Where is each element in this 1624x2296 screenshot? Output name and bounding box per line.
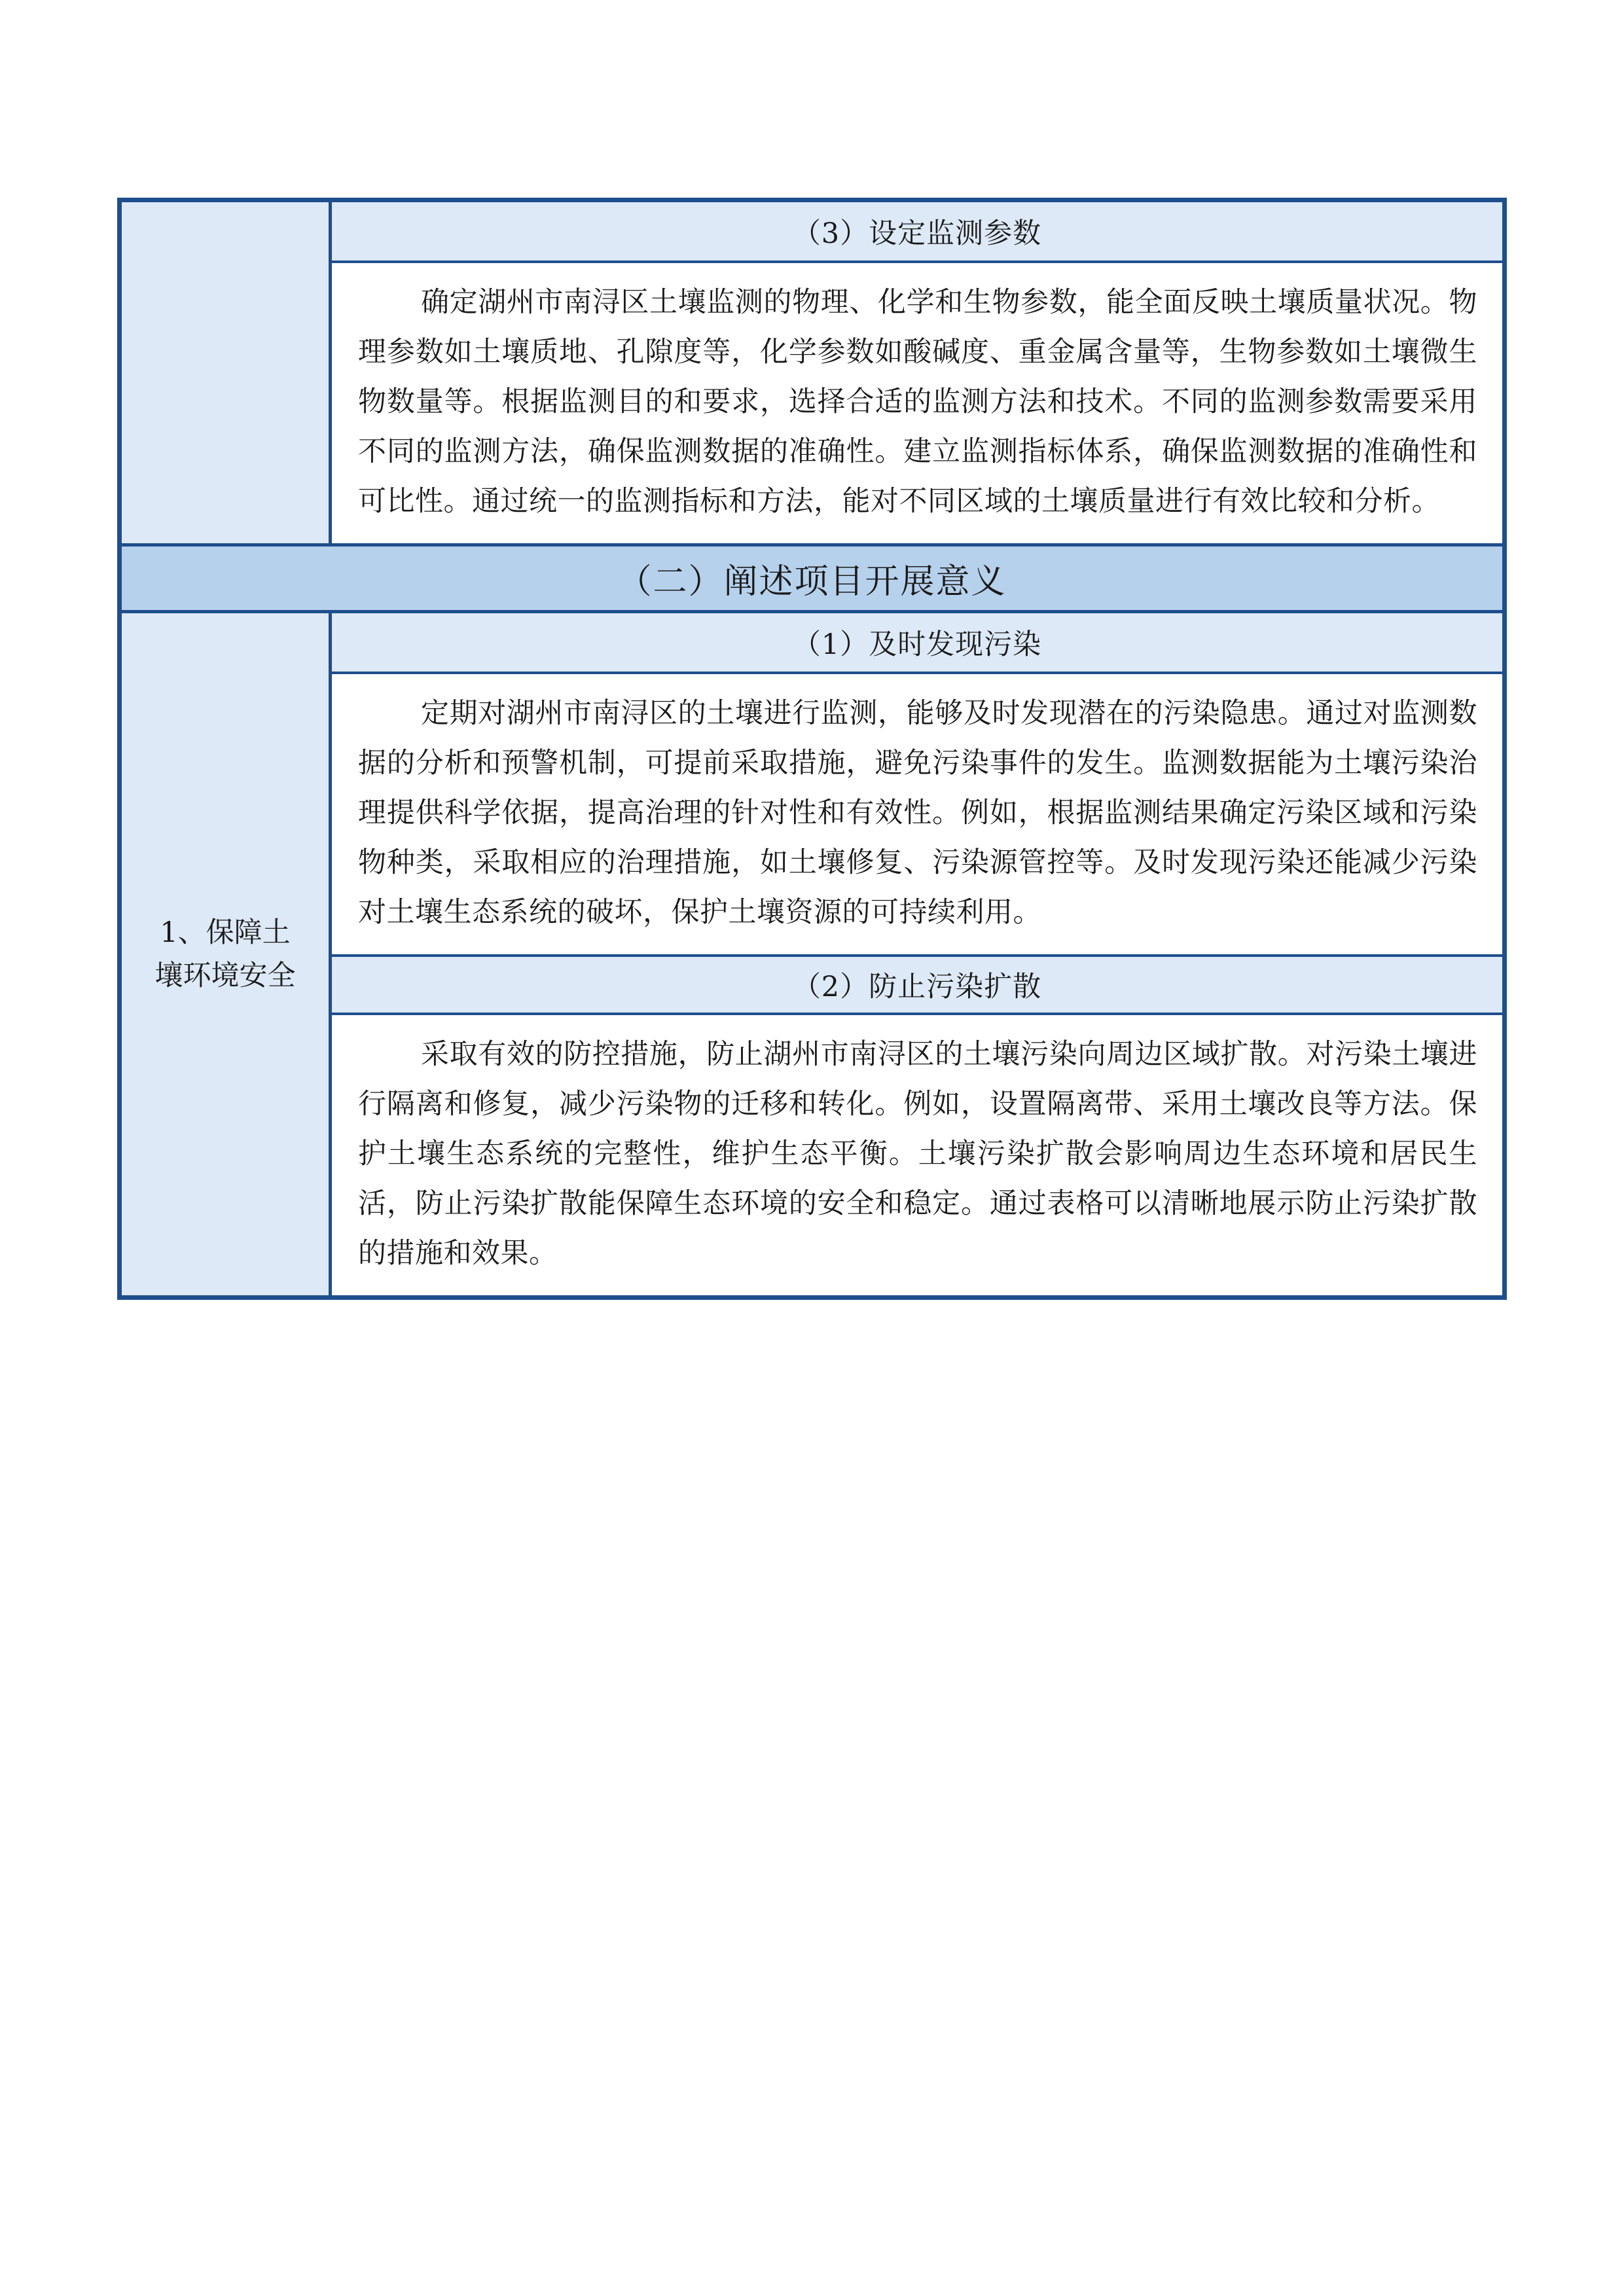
row-label-cell — [122, 613, 332, 1295]
section-title-project-significance: （二）阐述项目开展意义 — [122, 543, 1502, 613]
sub-heading-detect-pollution: （1）及时发现污染 — [332, 613, 1502, 674]
table-row-soil-safety — [122, 613, 1502, 1295]
paragraph-detect-pollution: 定期对湖州市南浔区的土壤进行监测，能够及时发现潜在的污染隐患。通过对监测数据的分析和预警机制，可提前采取措施，避免污染事件的发生。监测数据能为土壤污染治理提供科学依据，提高治理的针对性和有效性。例如，根据监测结果确定污染区域和污染物种类，采取相应的治理措施，如土壤修复、污染源管控等。及时发现污染还能减少污染对土壤生态系统的破坏，保护土壤资源的可持续利用。 — [358, 697, 1477, 929]
row-label-soil-safety: 1、保障土壤环境安全 — [154, 916, 296, 992]
content-cell — [332, 613, 1502, 1295]
document-table — [117, 198, 1507, 1300]
table-row-monitoring-parameters — [122, 202, 1502, 543]
sub-heading-prevent-spread: （2）防止污染扩散 — [332, 954, 1502, 1015]
sub-heading-set-parameters: （3）设定监测参数 — [332, 202, 1502, 263]
content-cell — [332, 202, 1502, 543]
paragraph-prevent-spread: 采取有效的防控措施，防止湖州市南浔区的土壤污染向周边区域扩散。对污染土壤进行隔离和修复，减少污染物的迁移和转化。例如，设置隔离带、采用土壤改良等方法。保护土壤生态系统的完整性，维护生态平衡。土壤污染扩散会影响周边生态环境和居民生活，防止污染扩散能保障生态环境的安全和稳定。通过表格可以清晰地展示防止污染扩散的措施和效果。 — [358, 1038, 1477, 1270]
row-label-cell — [122, 202, 332, 543]
paragraph-set-parameters: 确定湖州市南浔区土壤监测的物理、化学和生物参数，能全面反映土壤质量状况。物理参数如土壤质地、孔隙度等，化学参数如酸碱度、重金属含量等，生物参数如土壤微生物数量等。根据监测目的和要求，选择合适的监测方法和技术。不同的监测参数需要采用不同的监测方法，确保监测数据的准确性。建立监测指标体系，确保监测数据的准确性和可比性。通过统一的监测指标和方法，能对不同区域的土壤质量进行有效比较和分析。 — [358, 286, 1477, 518]
